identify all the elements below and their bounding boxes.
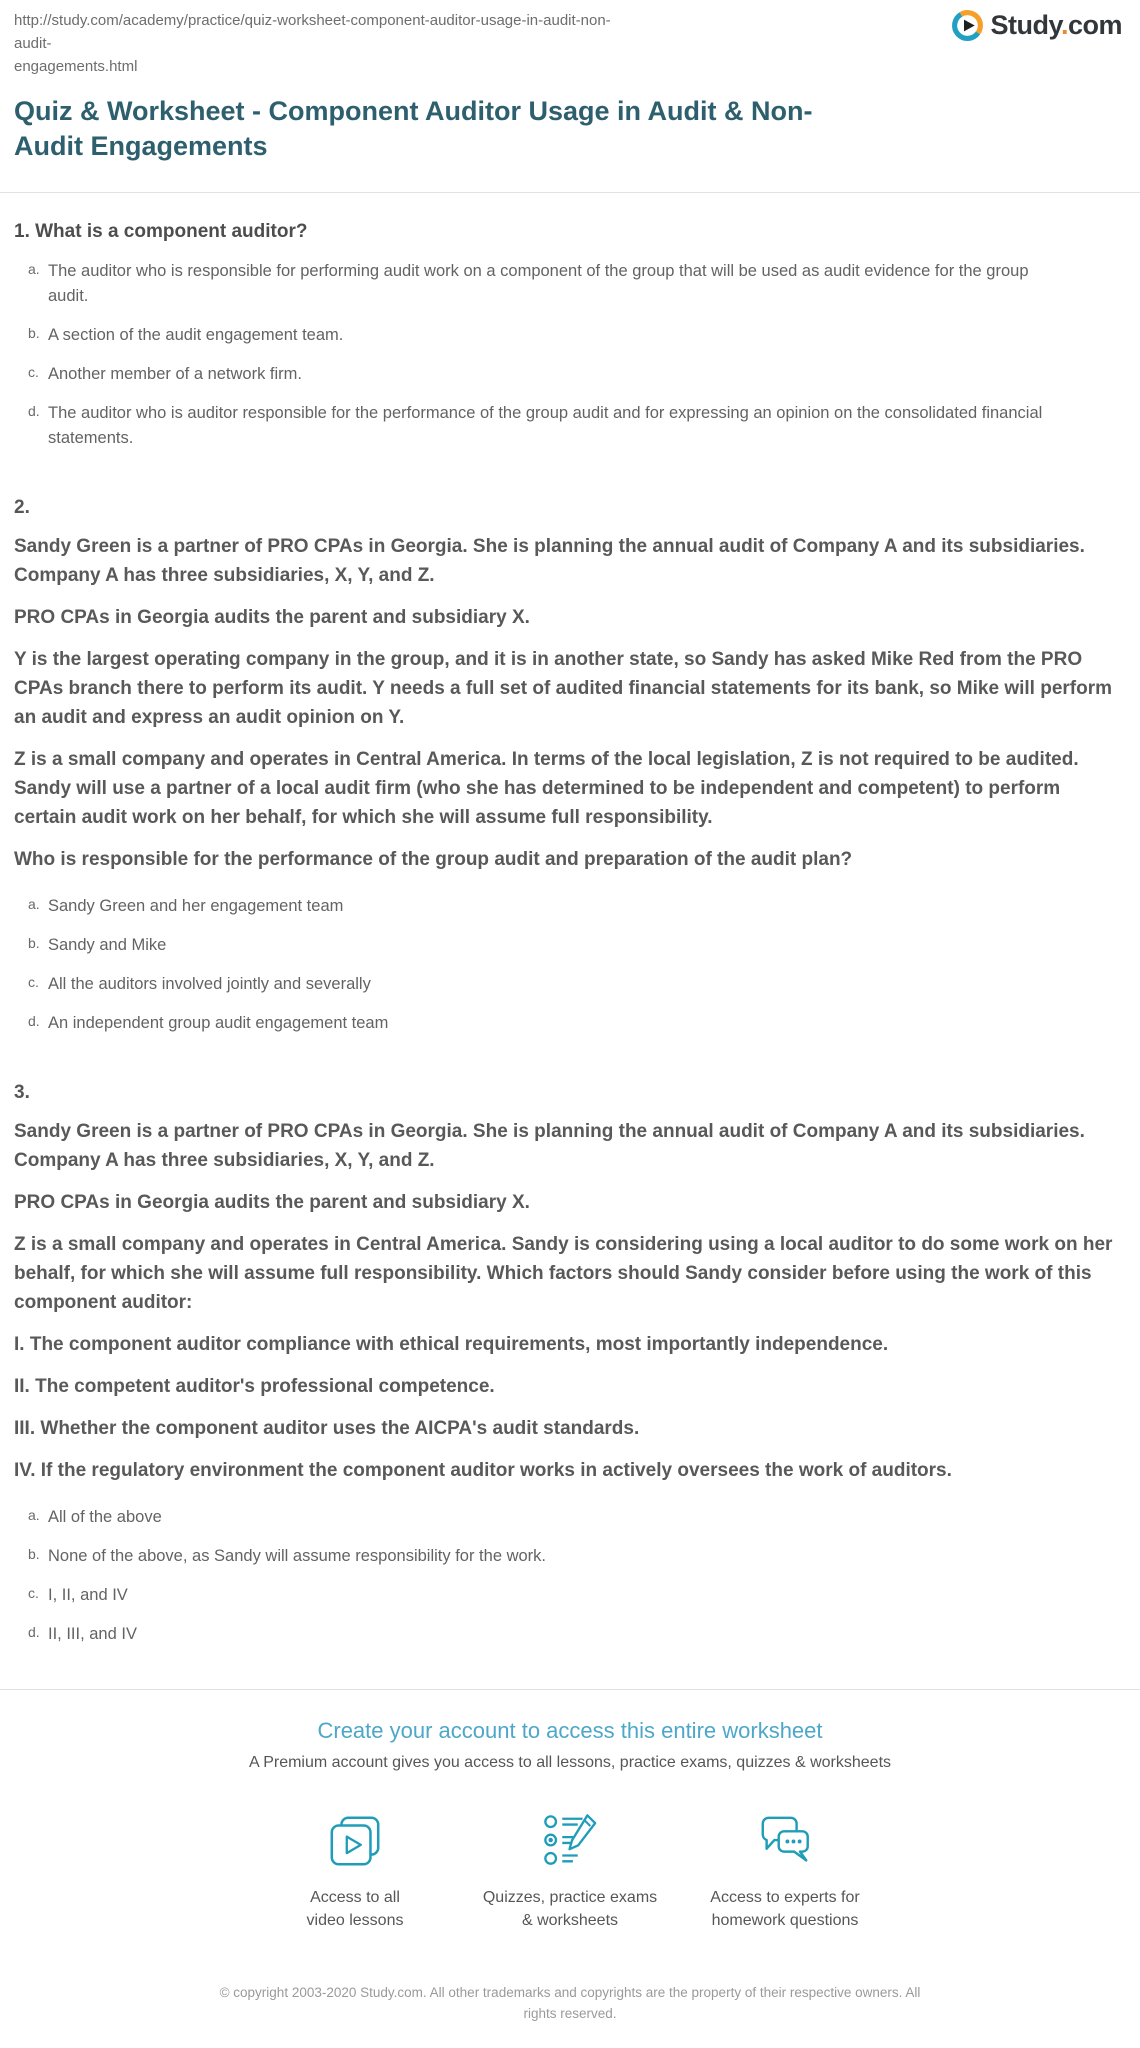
roman-item-1: I. The component auditor compliance with ethical requirements, most importantly independence.: [14, 1334, 889, 1355]
worksheet-body: [0, 221, 1140, 1647]
feature-label: Quizzes, practice exams & worksheets: [482, 1889, 658, 1929]
page-url-line1: http://study.com/academy/practice/quiz-worksheet-component-auditor-usage-in-audit-non-audit-: [14, 12, 611, 52]
roman-item-4: IV. If the regulatory environment the component auditor works in actively oversees the work of auditors.: [14, 1460, 952, 1481]
page-url: [14, 9, 614, 78]
question-3-options: [14, 1505, 1122, 1647]
question-1-heading: 1. What is a component auditor?: [14, 221, 308, 242]
option-row: [14, 1622, 1122, 1647]
option-row: [14, 933, 1122, 958]
option-letter: c.: [28, 1585, 39, 1601]
question-2-options: [14, 894, 1122, 1036]
question-3-number: 3.: [14, 1082, 30, 1103]
option-row: [14, 401, 1122, 451]
question-3: [14, 1082, 1122, 1647]
option-text: All the auditors involved jointly and severally: [48, 975, 371, 993]
feature-label: Access to experts for homework questions: [710, 1889, 860, 1929]
feature-list: [0, 1812, 1140, 1932]
option-row: [14, 1011, 1122, 1036]
question-paragraph: Z is a small company and operates in Central America. Sandy is considering using a local auditor to do some work on her behalf, for which she will assume full responsibility. Which factors should Sandy consider before using the work of this component auditor:: [14, 1234, 1113, 1313]
option-letter: a.: [28, 1507, 40, 1523]
feature-video-lessons: [248, 1812, 463, 1932]
question-1: [14, 221, 1122, 451]
option-letter: c.: [28, 974, 39, 990]
option-text: Another member of a network firm.: [48, 365, 303, 383]
option-row: [14, 323, 1122, 348]
option-row: [14, 1544, 1122, 1569]
video-lessons-icon: [326, 1812, 384, 1870]
option-text: II, III, and IV: [48, 1625, 137, 1643]
study-logo-wordmark: Study.com: [990, 10, 1122, 40]
cta-subheading: A Premium account gives you access to all lessons, practice exams, quizzes & worksheets: [248, 1754, 892, 1771]
option-letter: d.: [28, 1624, 40, 1640]
option-letter: d.: [28, 1013, 40, 1029]
footer-copyright: © copyright 2003-2020 Study.com. All other trademarks and copyrights are the property of their respective owners. All rights reserved.: [219, 1985, 921, 2021]
page-url-line2: engagements.html: [14, 58, 138, 75]
cta-section: [0, 1690, 1140, 1932]
feature-label: Access to all video lessons: [306, 1889, 404, 1929]
quiz-worksheet-icon: [541, 1812, 599, 1870]
option-text: Sandy Green and her engagement team: [48, 897, 344, 915]
option-letter: b.: [28, 325, 40, 341]
question-2: [14, 497, 1122, 1036]
option-text: None of the above, as Sandy will assume responsibility for the work.: [48, 1547, 546, 1565]
question-paragraph: PRO CPAs in Georgia audits the parent and subsidiary X.: [14, 1192, 530, 1213]
option-row: [14, 259, 1122, 309]
option-row: [14, 894, 1122, 919]
option-letter: c.: [28, 364, 39, 380]
question-paragraph: Sandy Green is a partner of PRO CPAs in Georgia. She is planning the annual audit of Company A and its subsidiaries. Company A has three subsidiaries, X, Y, and Z.: [14, 536, 1085, 586]
option-row: [14, 1505, 1122, 1530]
page-title: Quiz & Worksheet - Component Auditor Usage in Audit & Non-Audit Engagements: [14, 96, 813, 161]
question-paragraph: Y is the largest operating company in the group, and it is in another state, so Sandy has asked Mike Red from the PRO CPAs branch there to perform its audit. Y needs a full set of audited financial statements for its bank, so Mike will perform an audit and express an audit opinion on Y.: [14, 649, 1113, 728]
logo-dot: .: [1060, 10, 1068, 40]
option-letter: b.: [28, 1546, 40, 1562]
study-logo[interactable]: [951, 9, 1122, 42]
option-letter: d.: [28, 403, 40, 419]
question-1-options: [14, 259, 1122, 451]
question-2-number: 2.: [14, 497, 30, 518]
option-text: I, II, and IV: [48, 1586, 128, 1604]
feature-experts: [678, 1812, 893, 1932]
study-logo-play-icon: [951, 9, 984, 42]
expert-chat-icon: [756, 1812, 814, 1870]
option-text: The auditor who is auditor responsible for the performance of the group audit and for expressing an opinion on the consolidated financial statements.: [48, 404, 1043, 447]
option-text: A section of the audit engagement team.: [48, 326, 344, 344]
option-letter: a.: [28, 896, 40, 912]
question-prompt: Who is responsible for the performance of the group audit and preparation of the audit plan?: [14, 849, 853, 870]
question-paragraph: PRO CPAs in Georgia audits the parent and subsidiary X.: [14, 607, 530, 628]
option-letter: a.: [28, 261, 40, 277]
option-text: An independent group audit engagement team: [48, 1014, 389, 1032]
feature-quizzes: [463, 1812, 678, 1932]
option-text: All of the above: [48, 1508, 162, 1526]
option-text: The auditor who is responsible for performing audit work on a component of the group that will be used as audit evidence for the group audit.: [48, 262, 1029, 305]
title-divider: [0, 192, 1140, 193]
option-letter: b.: [28, 935, 40, 951]
option-row: [14, 972, 1122, 997]
question-paragraph: Z is a small company and operates in Central America. In terms of the local legislation, Z is not required to be audited. Sandy will use a partner of a local audit firm (who she has determined to be independent and competent) to perform certain audit work on her behalf, for which she will assume full responsibility.: [14, 749, 1079, 828]
option-row: [14, 362, 1122, 387]
roman-item-2: II. The competent auditor's professional competence.: [14, 1376, 495, 1397]
option-text: Sandy and Mike: [48, 936, 167, 954]
roman-item-3: III. Whether the component auditor uses the AICPA's audit standards.: [14, 1418, 640, 1439]
create-account-link[interactable]: Create your account to access this entire worksheet: [317, 1718, 823, 1743]
question-paragraph: Sandy Green is a partner of PRO CPAs in Georgia. She is planning the annual audit of Company A and its subsidiaries. Company A has three subsidiaries, X, Y, and Z.: [14, 1121, 1085, 1171]
option-row: [14, 1583, 1122, 1608]
page-header: [0, 0, 1140, 78]
